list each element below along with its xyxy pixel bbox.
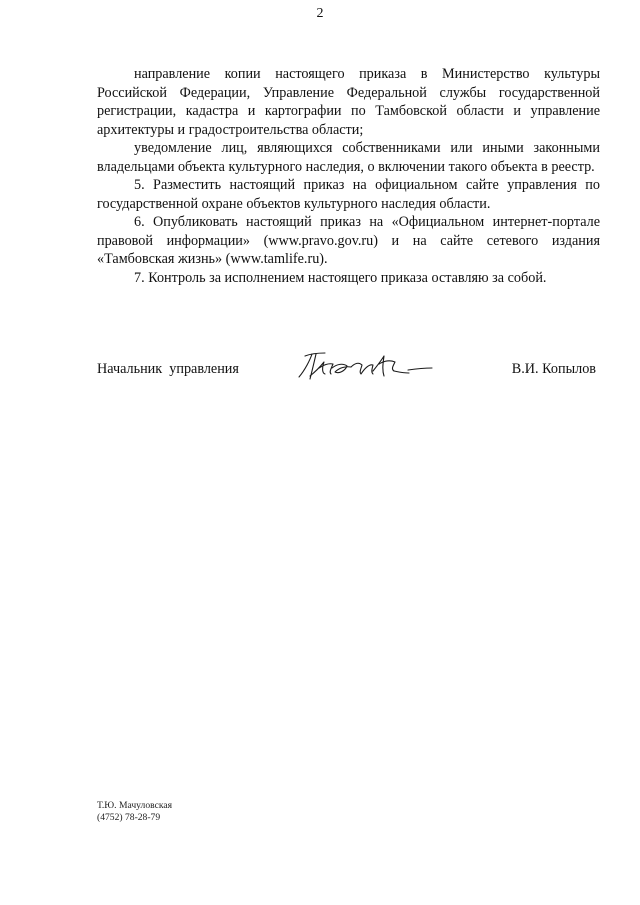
executor-phone: (4752) 78-28-79 [97,811,161,823]
document-body [97,65,600,287]
paragraph-owner-notice: уведомление лиц, являющихся собственниками или иными законными владельцами объекта культурного наследия, о включении такого объекта в реестр. [97,140,600,175]
signer-position: Начальник управления [97,361,239,377]
executor-footer [97,800,172,823]
signature-block [97,358,600,388]
signer-name: В.И. Копылов [511,361,596,377]
paragraph-item-6: 6. Опубликовать настоящий приказ на «Официальном интернет-портале правовой информации» (www.pravo.gov.ru) и на сайте сетевого издания «Тамбовская жизнь» (www.tamlife.ru). [97,214,600,267]
paragraph-item-5: 5. Разместить настоящий приказ на официальном сайте управления по государственной охране объектов культурного наследия области. [97,177,600,212]
page-number: 2 [316,6,324,21]
handwritten-signature [295,350,437,384]
paragraph-item-7: 7. Контроль за исполнением настоящего приказа оставляю за собой. [134,269,547,286]
paragraph-copy-direction: направление копии настоящего приказа в Министерство культуры Российской Федерации, Управление Федеральной службы государственной регистрации, кадастра и картографии по Тамбовской области и управление архитектуры и градостроительства области; [97,66,600,138]
executor-name: Т.Ю. Мачуловская [97,800,173,811]
